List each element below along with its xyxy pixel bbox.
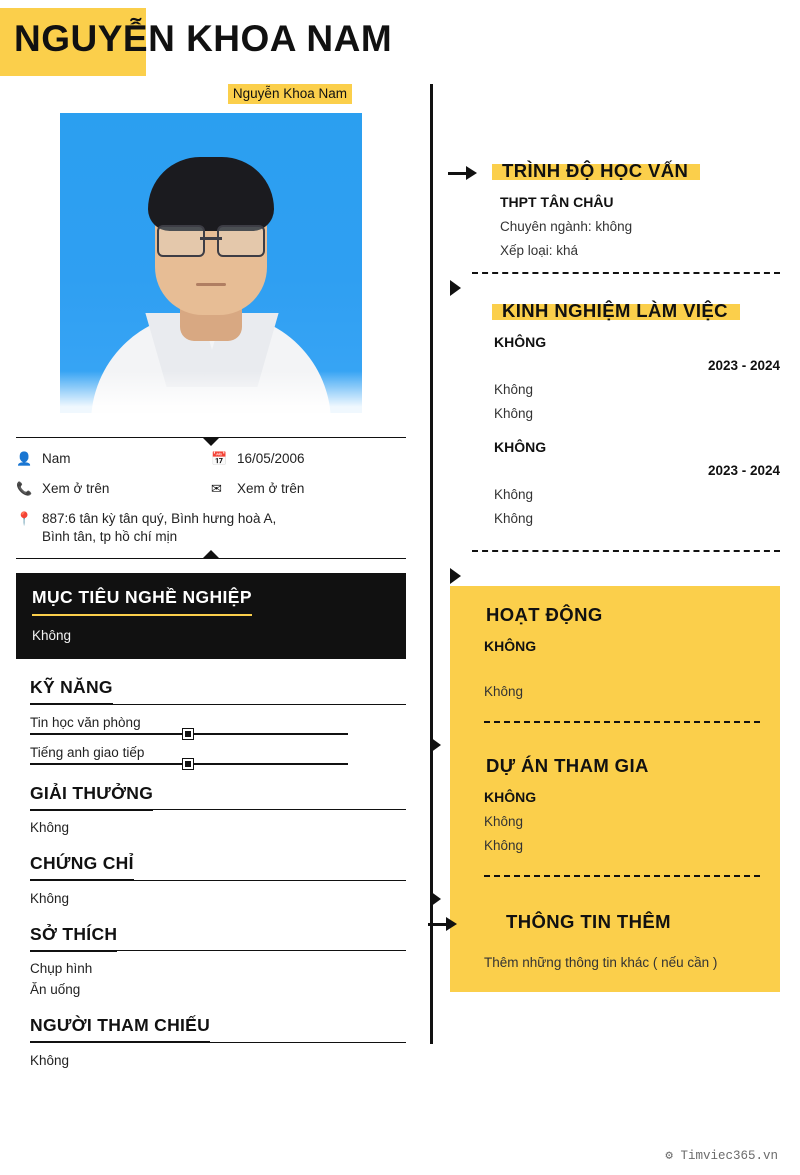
projects-title: DỰ ÁN THAM GIA	[486, 755, 649, 776]
projects-line: Không	[484, 838, 524, 853]
skill-track[interactable]	[30, 763, 348, 765]
contact-email	[211, 480, 406, 498]
extra-info-section	[450, 911, 780, 970]
skill-name: Tiếng anh giao tiếp	[30, 744, 145, 760]
experience-line: Không	[494, 406, 534, 421]
location-icon: 📍	[16, 511, 33, 526]
skills-title: KỸ NĂNG	[30, 677, 113, 705]
list-item: Không	[30, 1053, 70, 1069]
career-goal-text: Không	[32, 628, 72, 643]
divider	[484, 875, 760, 877]
references-title: NGƯỜI THAM CHIẾU	[30, 1015, 210, 1043]
activities-section	[450, 604, 780, 699]
watermark	[665, 1147, 778, 1163]
hobbies-section	[16, 924, 406, 998]
divider-wrap	[450, 550, 800, 586]
arrow-icon	[448, 166, 478, 180]
skill-item	[30, 745, 406, 765]
experience-date: 2023 - 2024	[707, 358, 780, 373]
glasses-bridge	[200, 237, 222, 240]
contact-address-value	[42, 510, 276, 546]
contact-birthday-value: 16/05/2006	[237, 451, 305, 466]
extra-info-line: Thêm những thông tin khác ( nếu cần )	[484, 955, 718, 970]
projects-section	[450, 755, 780, 853]
contact-block	[16, 437, 406, 559]
experience-entry	[472, 334, 780, 421]
experience-title: KINH NGHIỆM LÀM VIỆC	[502, 300, 728, 321]
activities-title-wrap	[484, 604, 605, 626]
list-item: Không	[30, 890, 70, 906]
list-item: Không	[30, 820, 70, 836]
triangle-marker	[430, 737, 441, 753]
contact-address-line2: Bình tân, tp hồ chí mịn	[42, 529, 178, 544]
hobbies-title: SỞ THÍCH	[30, 924, 117, 952]
triangle-marker	[450, 280, 461, 296]
portrait-mouth	[196, 283, 226, 286]
experience-company: KHÔNG	[494, 334, 547, 350]
glasses-icon	[157, 225, 265, 255]
list-item: Ăn uống	[30, 982, 81, 998]
calendar-icon: 📅	[211, 451, 228, 466]
certificates-section	[16, 853, 406, 906]
left-column	[0, 84, 430, 1068]
awards-section	[16, 783, 406, 836]
divider	[472, 272, 780, 274]
triangle-marker	[450, 568, 461, 584]
right-column	[430, 84, 800, 1068]
divider-wrap	[450, 272, 800, 300]
education-line: Xếp loại: khá	[500, 243, 579, 258]
divider	[472, 550, 780, 552]
education-school: THPT TÂN CHÂU	[500, 194, 614, 210]
experience-company: KHÔNG	[494, 439, 547, 455]
education-section	[450, 84, 800, 258]
awards-title: GIẢI THƯỞNG	[30, 783, 153, 811]
experience-title-wrap	[500, 300, 730, 322]
projects-title-wrap	[484, 755, 651, 777]
header	[0, 0, 800, 84]
yellow-panel	[450, 586, 780, 992]
person-icon: 👤	[16, 451, 33, 466]
experience-line: Không	[494, 487, 534, 502]
divider	[484, 721, 760, 723]
activities-title: HOẠT ĐỘNG	[486, 604, 603, 625]
education-title-wrap	[500, 160, 690, 182]
contact-email-value: Xem ở trên	[237, 481, 305, 496]
experience-line: Không	[494, 382, 534, 397]
contact-phone-value: Xem ở trên	[42, 481, 110, 496]
skill-item	[30, 715, 406, 735]
contact-row	[16, 510, 406, 546]
skills-section	[16, 677, 406, 765]
contact-phone	[16, 480, 211, 498]
photo-caption-wrap	[16, 84, 406, 110]
skill-knob[interactable]	[183, 759, 193, 769]
activities-org: KHÔNG	[484, 638, 537, 654]
experience-entry	[472, 439, 780, 526]
references-section	[16, 1015, 406, 1068]
list-item: Chụp hình	[30, 961, 93, 977]
resume-body	[0, 84, 800, 1068]
contact-gender	[16, 450, 211, 468]
mail-icon: ✉	[211, 481, 222, 496]
contact-birthday	[211, 450, 406, 468]
projects-org: KHÔNG	[484, 789, 537, 805]
phone-icon: 📞	[16, 481, 33, 496]
education-line: Chuyên ngành: không	[500, 219, 633, 234]
career-goal-section	[16, 573, 406, 659]
watermark-icon: ⚙	[665, 1149, 673, 1163]
divider-wrap	[450, 875, 780, 911]
career-goal-title: MỤC TIÊU NGHỀ NGHIỆP	[32, 587, 252, 616]
certificates-title: CHỨNG CHỈ	[30, 853, 134, 881]
photo-caption: Nguyễn Khoa Nam	[228, 84, 352, 104]
contact-gender-value: Nam	[42, 451, 71, 466]
contact-address-line1: 887:6 tân kỳ tân quý, Bình hưng hoà A,	[42, 511, 277, 526]
activities-line: Không	[484, 684, 524, 699]
avatar	[60, 113, 362, 413]
page-title: NGUYỄN KHOA NAM	[14, 18, 393, 59]
experience-line: Không	[494, 511, 534, 526]
triangle-marker	[430, 891, 441, 907]
experience-section	[450, 300, 800, 526]
watermark-text: Timviec365.vn	[680, 1149, 778, 1163]
education-title: TRÌNH ĐỘ HỌC VẤN	[502, 160, 689, 181]
photo-fade	[60, 371, 362, 413]
experience-date: 2023 - 2024	[707, 463, 780, 478]
portrait-hair	[148, 157, 274, 231]
skill-track[interactable]	[30, 733, 348, 735]
extra-info-title: THÔNG TIN THÊM	[506, 911, 671, 932]
projects-line: Không	[484, 814, 524, 829]
extra-info-title-wrap	[504, 911, 673, 933]
contact-row	[16, 480, 406, 498]
contact-row	[16, 450, 406, 468]
divider-wrap	[450, 721, 780, 755]
arrow-icon	[428, 917, 458, 931]
skill-knob[interactable]	[183, 729, 193, 739]
skill-name: Tin học văn phòng	[30, 714, 141, 730]
contact-address	[16, 510, 406, 546]
